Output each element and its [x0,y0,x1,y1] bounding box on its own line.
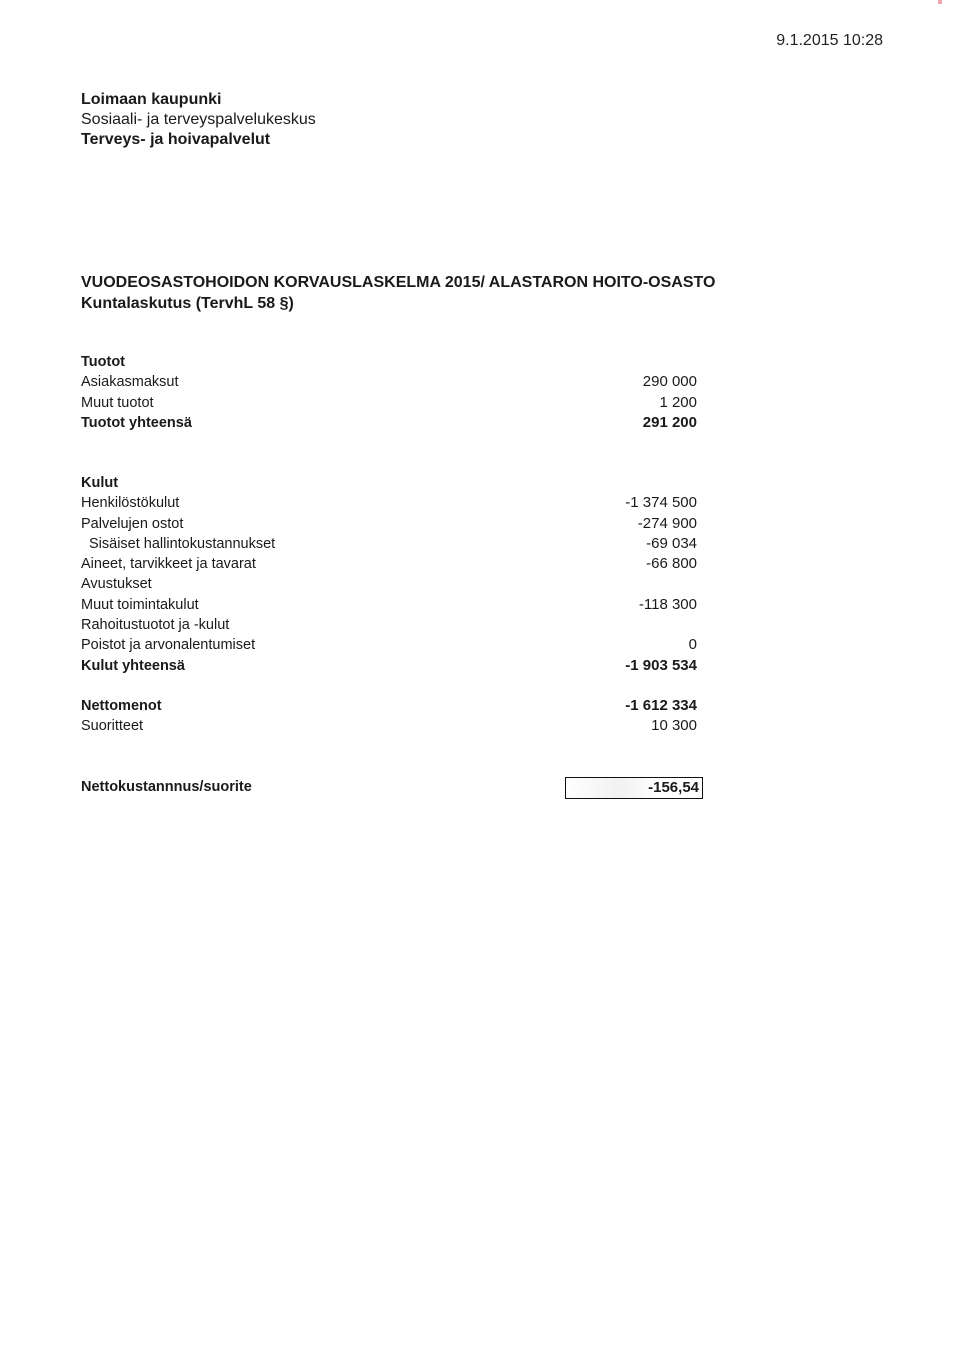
income-heading: Tuotot [81,354,126,370]
print-timestamp: 9.1.2015 10:28 [776,32,883,49]
output-label: Suoritteet [81,718,144,735]
costs-total-row [81,656,701,676]
cost-row [81,493,701,513]
document-title [81,272,715,314]
income-total-row [81,413,701,433]
net-row [81,696,701,716]
cost-row [81,635,701,655]
result-row [81,777,703,799]
cost-label: Sisäiset hallintokustannukset [89,535,276,552]
cost-label: Aineet, tarvikkeet ja tavarat [81,556,256,573]
costs-heading-row [81,473,701,493]
net-section [81,696,701,737]
costs-total-label: Kulut yhteensä [81,657,185,674]
scan-mark [938,0,942,4]
costs-heading: Kulut [81,475,119,491]
income-total-label: Tuotot yhteensä [81,414,192,431]
cost-label: Rahoitustuotot ja -kulut [81,617,230,634]
cost-label: Henkilöstökulut [81,495,180,512]
income-value: 290 000 [642,373,697,391]
costs-section [81,473,701,676]
cost-label: Avustukset [81,576,152,593]
income-heading-row [81,352,701,372]
income-label: Asiakasmaksut [81,374,179,391]
cost-value: -69 034 [646,534,697,552]
cost-label: Poistot ja arvonalentumiset [81,637,256,654]
title-line-2: Kuntalaskutus (TervhL 58 §) [81,295,294,312]
income-value: 1 200 [659,393,697,411]
output-row [81,716,701,736]
cost-value: -274 900 [637,514,697,532]
cost-row [81,514,701,534]
income-row [81,372,701,392]
income-row [81,393,701,413]
unit-name: Terveys- ja hoivapalvelut [81,131,271,148]
net-label: Nettomenot [81,698,162,714]
organization-header [81,90,316,150]
cost-row [81,554,701,574]
income-total-value: 291 200 [642,413,697,431]
cost-label: Muut toimintakulut [81,596,199,613]
income-label: Muut tuotot [81,394,154,411]
cost-value: -118 300 [638,595,697,613]
result-box [565,777,703,799]
cost-value: -66 800 [646,555,697,573]
result-label: Nettokustannnus/suorite [81,779,252,795]
costs-total-value: -1 903 534 [625,656,697,674]
result-value: -156,54 [648,779,699,796]
cost-row [81,615,701,635]
income-section [81,352,701,433]
cost-value: 0 [688,636,697,654]
net-value: -1 612 334 [625,697,697,714]
title-line-1: VUODEOSASTOHOIDON KORVAUSLASKELMA 2015/ ALASTARON HOITO-OSASTO [81,274,716,291]
cost-value: -1 374 500 [625,494,697,512]
cost-label: Palvelujen ostot [81,515,184,532]
cost-row [81,595,701,615]
cost-row [81,534,701,554]
department-name: Sosiaali- ja terveyspalvelukeskus [81,111,316,128]
output-value: 10 300 [651,717,697,735]
organization-name: Loimaan kaupunki [81,91,222,108]
cost-row [81,574,701,594]
